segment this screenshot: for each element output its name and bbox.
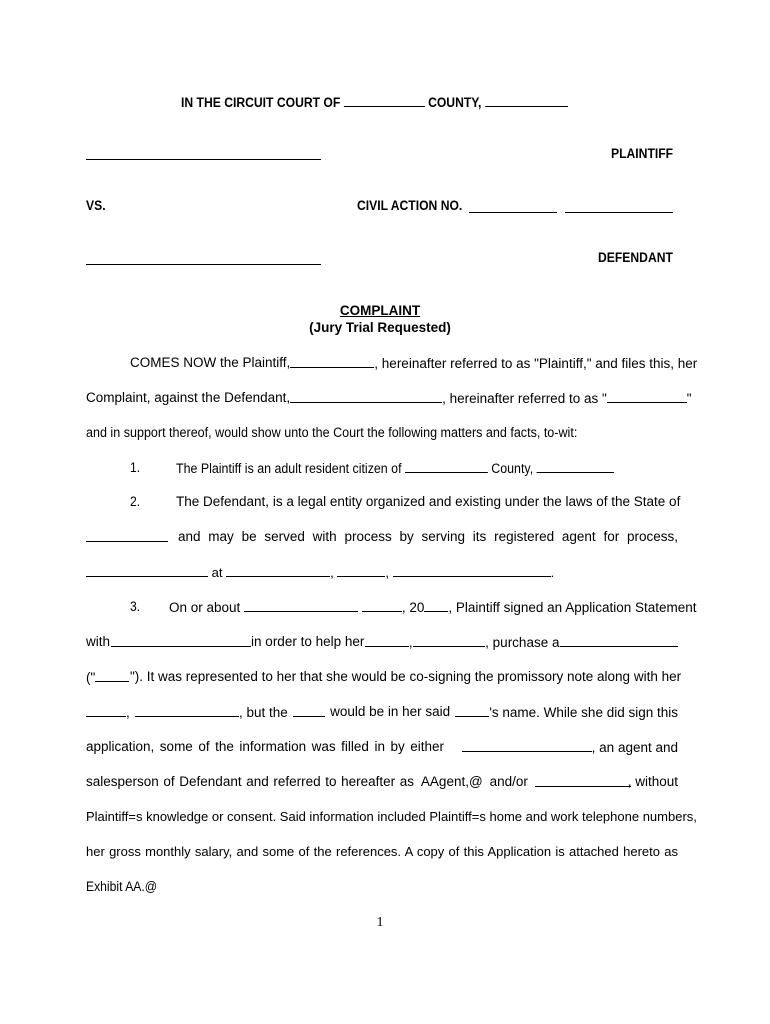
vs-label: VS.	[86, 198, 106, 213]
court-heading	[181, 94, 568, 110]
para3-line-1: On or about , 20 , Plaintiff signed an Application Statement	[169, 600, 697, 615]
co-signer-blank-1	[86, 704, 126, 717]
plaintiff-name-blank	[86, 159, 321, 160]
defendant-blank	[290, 390, 442, 403]
intro-line-2: Complaint, against the Defendant, , hereinafter referred to as " "	[86, 390, 692, 406]
agent-filled-blank	[462, 739, 592, 752]
civil-action-blank-1	[469, 212, 557, 213]
with-blank	[111, 634, 251, 647]
para3-line-6: salesperson of Defendant and referred to hereafter as AAgent,@ and/or , without	[86, 774, 678, 789]
help-blank-2	[413, 634, 485, 647]
other-agent-blank	[535, 774, 631, 787]
para2-line-1: The Defendant, is a legal entity organized and existing under the laws of the State of	[176, 494, 681, 509]
agent-state-zip-blank	[393, 564, 551, 577]
county-blank	[344, 94, 425, 107]
para3-number: 3.	[130, 599, 141, 614]
para2-line-2: and may be served with process by serving its registered agent for process,	[86, 529, 678, 544]
para3-line-9: Exhibit AA.@	[86, 879, 158, 894]
state-blank	[485, 94, 568, 107]
co-signer-blank-2	[135, 704, 239, 717]
resident-county-blank	[405, 460, 488, 473]
para3-line-4: , , but the would be in her said 's name. While she did sign this	[86, 704, 678, 720]
intro-line-3: and in support thereof, would show unto the Court the following matters and facts, to-wit:	[86, 425, 578, 440]
civil-action-heading	[357, 198, 462, 213]
defendant-short-name-blank	[607, 390, 687, 403]
para2-number: 2.	[130, 494, 141, 509]
year-blank	[424, 599, 448, 612]
agent-city-blank	[337, 564, 385, 577]
court-prefix: IN THE CIRCUIT COURT OF	[181, 95, 341, 110]
agent-name-blank	[86, 564, 208, 577]
help-blank-1	[365, 634, 409, 647]
purchase-blank	[560, 634, 678, 647]
para1-number: 1.	[130, 460, 141, 475]
para2-line-3: at , , .	[86, 564, 554, 580]
complaint-title: COMPLAINT	[339, 303, 421, 318]
civil-action-blank-2	[565, 212, 673, 213]
para3-line-2: with in order to help her , , purchase a	[86, 634, 678, 650]
defendant-name-blank	[86, 264, 321, 265]
defendant-label: DEFENDANT	[598, 250, 673, 265]
plaintiff-label: PLAINTIFF	[611, 146, 674, 161]
agent-address-blank	[226, 564, 330, 577]
para1-text: The Plaintiff is an adult resident citizen of County,	[176, 460, 614, 476]
county-label: COUNTY,	[428, 95, 482, 110]
para3-line-3: (" "). It was represented to her that she would be co-signing the promissory note along with her	[86, 669, 682, 685]
plaintiff-blank	[290, 355, 374, 368]
day-blank	[362, 599, 402, 612]
para3-line-8: her gross monthly salary, and some of the references. A copy of this Application is attached hereto as	[86, 844, 678, 859]
para3-line-5: application, some of the information was filled in by either , an agent and	[86, 739, 678, 755]
item-blank	[293, 704, 325, 717]
date-blank	[244, 599, 358, 612]
resident-state-blank	[537, 460, 614, 473]
civil-action-label: CIVIL ACTION NO.	[357, 198, 463, 213]
item-short-name-blank	[95, 669, 129, 682]
state-of-organization-blank	[86, 529, 168, 542]
jury-trial-subtitle: (Jury Trial Requested)	[309, 320, 451, 335]
name-blank	[455, 704, 489, 717]
page-number: 1	[376, 915, 384, 930]
intro-line-1: COMES NOW the Plaintiff, , hereinafter referred to as "Plaintiff," and files this, her	[130, 355, 698, 371]
para3-line-7: Plaintiff=s knowledge or consent. Said information included Plaintiff=s home and work telephone numbers,	[86, 809, 697, 824]
